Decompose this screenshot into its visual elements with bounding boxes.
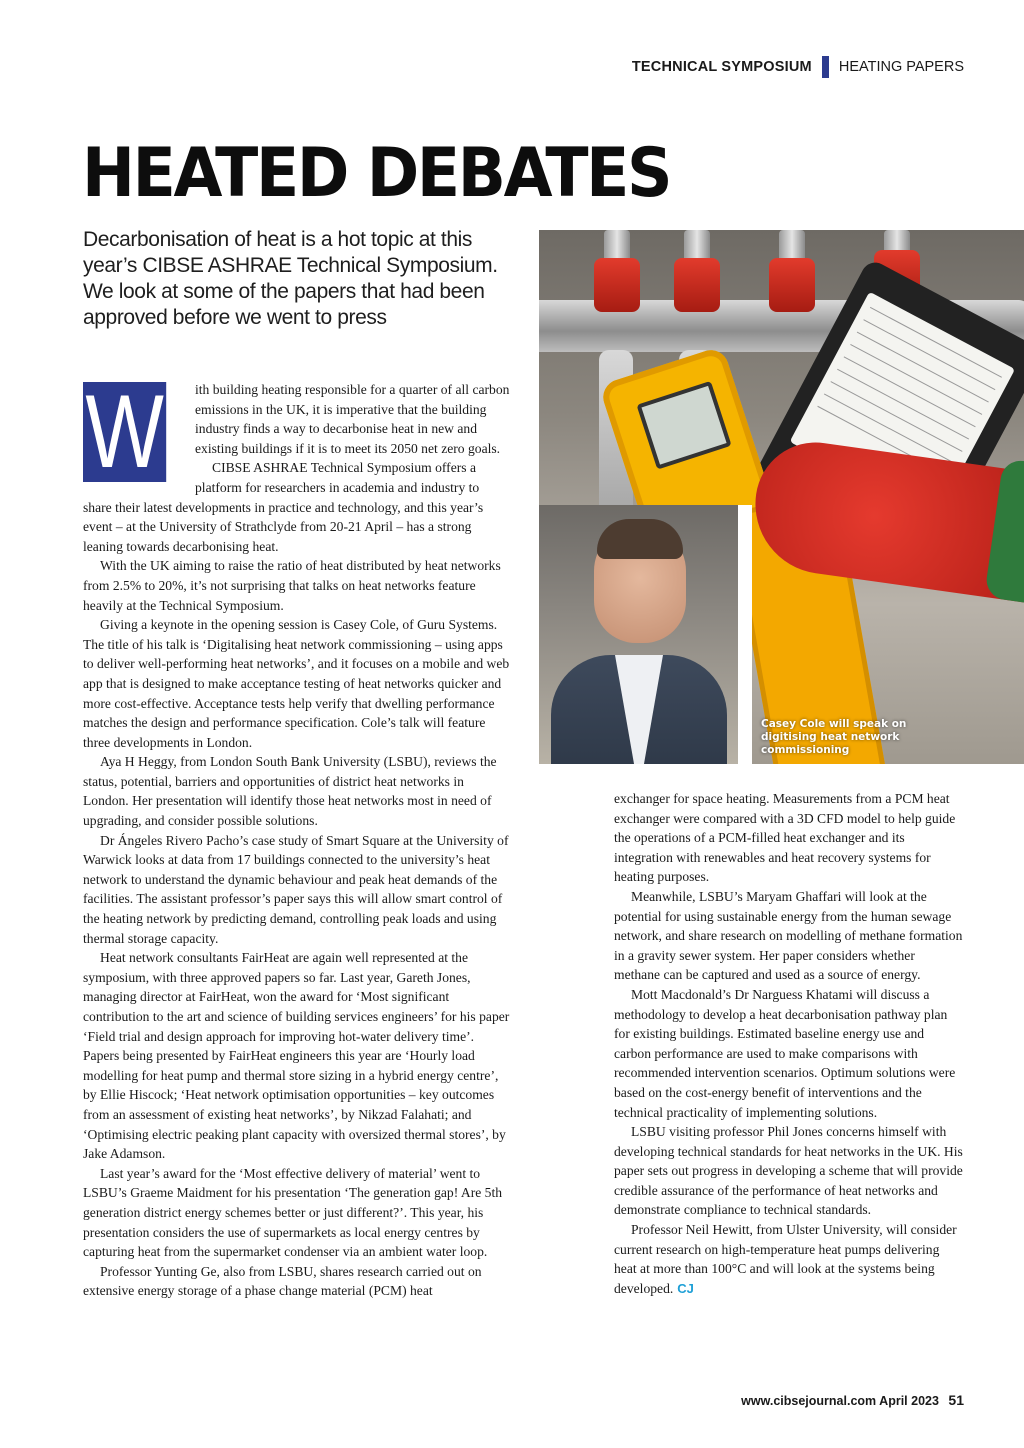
red-valve (674, 258, 720, 312)
section-label: TECHNICAL SYMPOSIUM (631, 59, 812, 75)
running-header (632, 56, 964, 78)
article-title: HEATED DEBATES (82, 134, 671, 213)
meter-display (636, 381, 731, 470)
body-paragraph: Last year’s award for the ‘Most effective delivery of material’ went to LSBU’s Graeme Maidment for his presentation ‘The generation gap! Are 5th generation district energy schemes better or just different?’. This year, his presentation considers the use of supermarkets as local energy centres by capturing heat from the supermarket condenser via an ambient water loop. (83, 1165, 503, 1260)
footer-issue: April 2023 (879, 1394, 939, 1408)
red-valve (769, 258, 815, 312)
body-paragraph: exchanger for space heating. Measurements from a PCM heat exchanger were compared with a 3D CFD model to help guide the operations of a PCM-filled heat exchanger and its integration with renewables and heat recovery systems for heating purposes. (614, 791, 956, 885)
body-paragraph-final (614, 1220, 964, 1298)
casey-cole-portrait (539, 505, 752, 764)
header-divider (822, 56, 829, 78)
portrait-hair (597, 519, 683, 559)
red-valve (594, 258, 640, 312)
body-paragraph: Heat network consultants FairHeat are again well represented at the symposium, with three approved papers so far. Last year, Gareth Jones, managing director at FairHeat, won the award for ‘Most significant contribution to the art and science of building services engineers’ for his paper ‘Field trial and design approach for improving hot-water delivery time’. Papers being presented by FairHeat engineers this year are ‘Hourly load modelling for heat pump and thermal store sizing in a hybrid energy centre’, by Ellie Hiscock; ‘Heat network optimisation opportunities – key outcomes from an assessment of existing heat networks’, by Nikzad Falahati; and ‘Optimising electric peaking plant capacity with oversized thermal stores’, by Jake Adamson. (83, 950, 510, 1162)
footer-site: www.cibsejournal.com (741, 1394, 877, 1408)
photo-caption: Casey Cole will speak on digitising heat network commissioning (761, 718, 907, 756)
standfirst: Decarbonisation of heat is a hot topic at this year’s CIBSE ASHRAE Technical Symposium. We look at some of the papers that had been approved before we went to press (83, 228, 498, 329)
body-paragraph: Dr Ángeles Rivero Pacho’s case study of Smart Square at the University of Warwick looks at data from 17 buildings connected to the university’s heat network to understand the dynamic behaviour and peak heat demands of the facilities. The assistant professor’s paper says this will allow smart control of the heating network by predicting demand, controlling peak loads and using thermal storage capacity. (83, 832, 509, 946)
body-paragraph: CIBSE ASHRAE Technical Symposium offers a platform for researchers in academia and industry to share their latest developments in practice and technology, and this year’s event – at the University of Strathclyde from 20-21 April – has a strong leaning towards decarbonising heat. (83, 460, 484, 554)
body-paragraph: Meanwhile, LSBU’s Maryam Ghaffari will look at the potential for using sustainable energy from the human sewage network, and share research on modelling of methane formation in a gravity sewer system. Her paper considers whether methane can be captured and used as a source of energy. (614, 888, 963, 983)
page-number: 51 (948, 1392, 964, 1408)
body-paragraph: Professor Yunting Ge, also from LSBU, shares research carried out on extensive energy storage of a phase change material (PCM) heat (83, 1263, 482, 1299)
body-paragraph: LSBU visiting professor Phil Jones concerns himself with developing technical standards for heat networks in the UK. His paper sets out progress in developing a scheme that will provide credible assurance of the performance of heat networks and demonstrate compliance to technical standards. (614, 1124, 963, 1218)
body-paragraph: Giving a keynote in the opening session is Casey Cole, of Guru Systems. The title of his talk is ‘Digitalising heat network commissioning – using apps to deliver well-performing heat networks’, and it focuses on a mobile and web app that is designed to make acceptance testing of heat networks quicker and more cost-effective. Acceptance tests help verify that dwelling performance matches the design and performance specification. Cole’s talk will feature three developments in London. (83, 617, 510, 750)
page-footer (741, 1392, 964, 1408)
body-column-left (83, 374, 511, 1301)
body-paragraph: Aya H Heggy, from London South Bank University (LSBU), reviews the status, potential, barriers and opportunities of district heat networks in London. Her presentation will identify those heat networks most in need of upgrading, and consider possible solutions. (83, 754, 497, 829)
body-paragraph: With the UK aiming to raise the ratio of heat distributed by heat networks from 2.5% to 20%, it’s not surprising that talks on heat networks feature heavily at the Technical Symposium. (83, 558, 501, 613)
category-label: HEATING PAPERS (838, 59, 964, 75)
final-paragraph-text: Professor Neil Hewitt, from Ulster University, will consider current research on high-temperature heat pumps delivering heat at more than 100°C and will look at the systems being developed. (614, 1222, 957, 1296)
drop-cap: W (83, 382, 166, 482)
signoff-mark: CJ (677, 1280, 694, 1296)
body-paragraph: Mott Macdonald’s Dr Narguess Khatami will discuss a methodology to develop a heat decarbonisation pathway plan for existing buildings. Estimated baseline energy use and carbon performance are used to make comparisons with recommended intervention scenarios. Optimum solutions were based on the cost-energy benefit of interventions and the technical practicality of implementing solutions. (614, 986, 956, 1120)
body-paragraph: ith building heating responsible for a quarter of all carbon emissions in the UK, it is imperative that the building industry finds a way to decarbonise heat in new and existing buildings if it is to meet its 2050 net zero goals. (195, 382, 510, 456)
body-column-right (614, 789, 964, 1298)
glove-cuff (984, 458, 1024, 608)
